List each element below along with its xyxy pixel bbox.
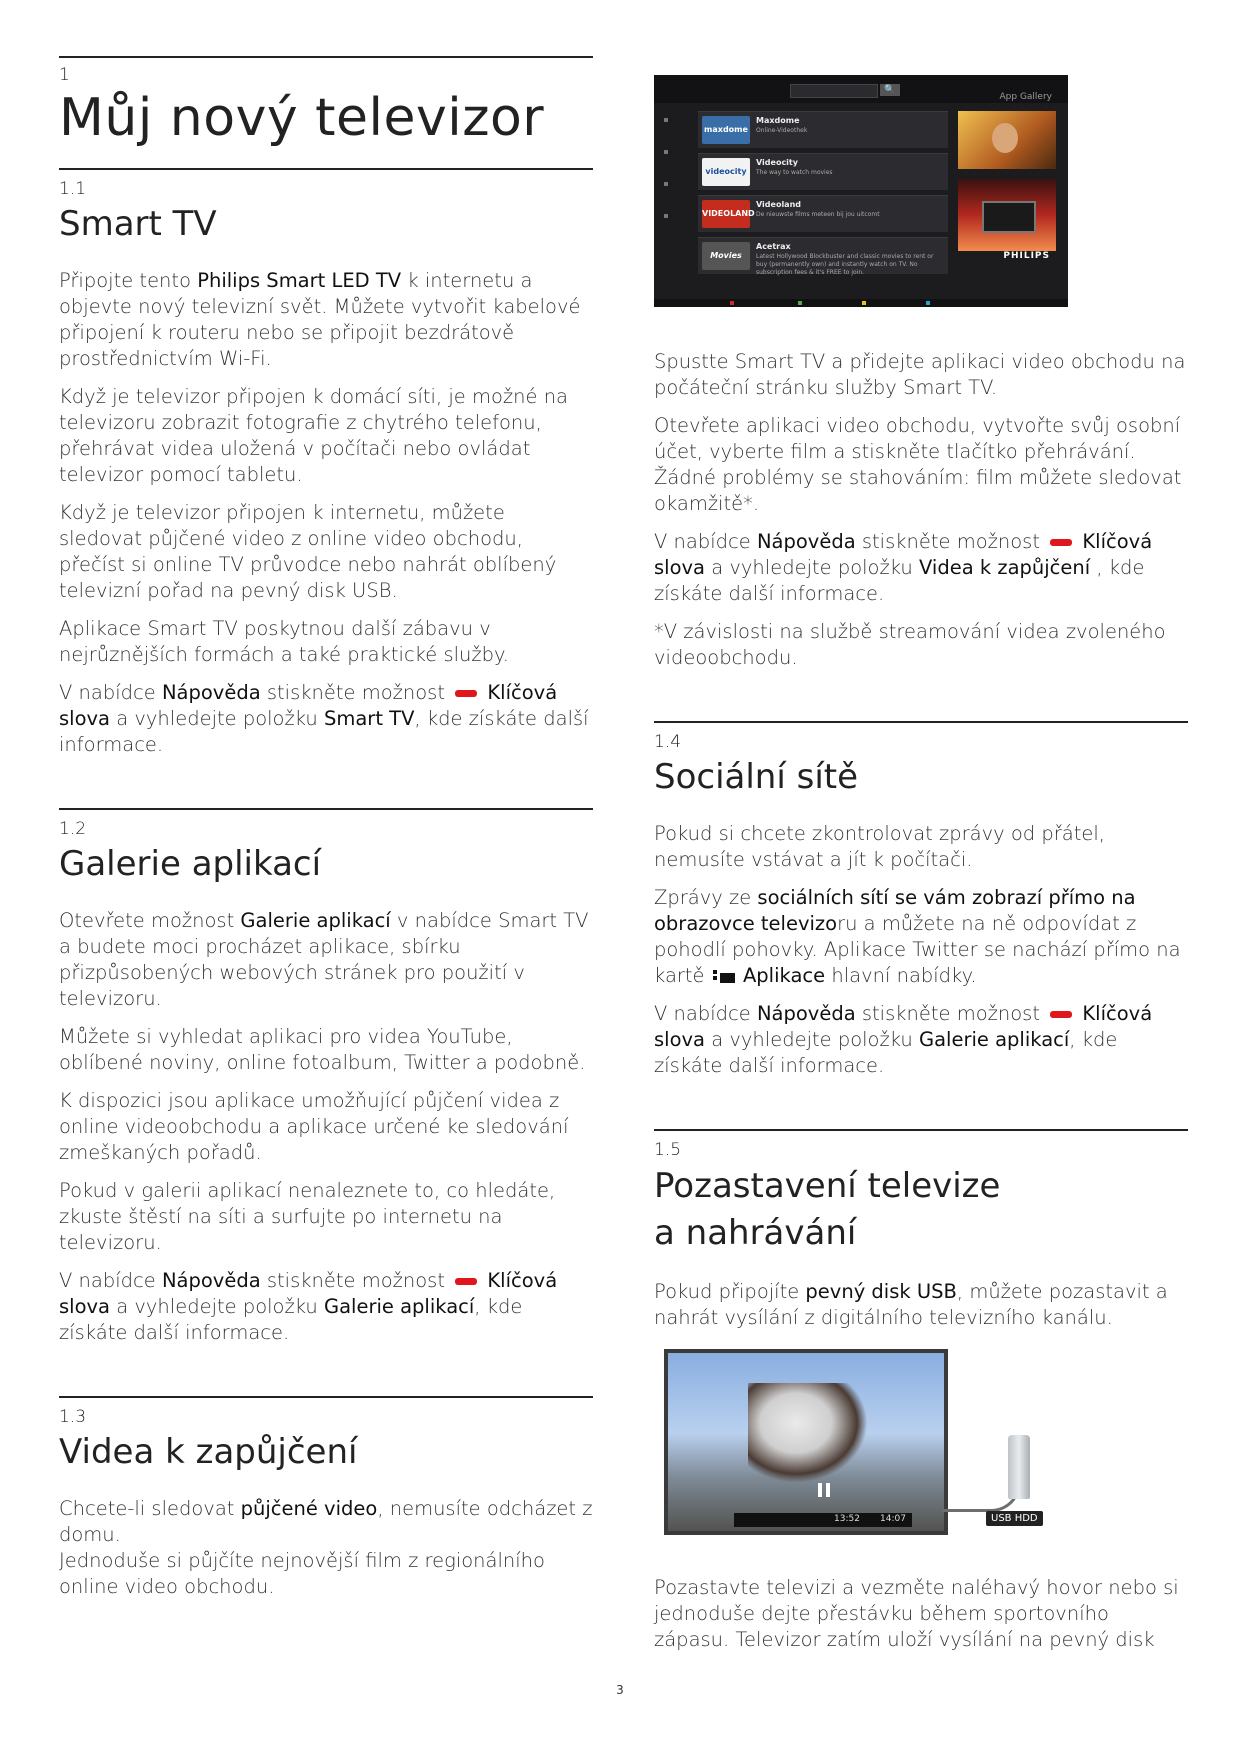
- pause-icon: [818, 1483, 830, 1497]
- featured-image-2: [958, 179, 1056, 251]
- rental-paragraph-2: Spustte Smart TV a přidejte aplikaci video obchodu na počáteční stránku služby Smart TV.: [654, 350, 1186, 399]
- gallery-paragraph-4: Pokud v galerii aplikací nenaleznete to, co hledáte, zkuste štěstí na síti a surfujte po internetu na televizoru.: [59, 1179, 556, 1254]
- search-icon: 🔍: [880, 84, 900, 96]
- rental-note: *V závislosti na službě streamování videa zvoleného videoobchodu.: [654, 620, 1166, 669]
- page-number: 3: [616, 1683, 624, 1697]
- app-row-acetrax: Movies Acetrax Latest Hollywood Blockbuster and classic movies to rent or buy (permanently own) and instantly watch on TV. No subscription fees & it's FREE to join.: [698, 237, 948, 274]
- pause-paragraph-2: Pozastavte televizi a vezměte naléhavý hovor nebo si jednoduše dejte přestávku během sportovního zápasu. Televizor zatím uloží vysílání na pevný disk: [654, 1576, 1179, 1651]
- smart-tv-paragraph-2: Když je televizor připojen k domácí síti, je možné na televizoru zobrazit fotografie z chytrého telefonu, přehrávat videa uložená v počítači nebo ovládat televizor pomocí tabletu.: [59, 385, 568, 486]
- gallery-paragraph-3: K dispozici jsou aplikace umožňující půjčení videa z online videoobchodu a aplikace určené ke sledování zmeškaných pořadů.: [59, 1089, 569, 1164]
- app-row-videocity: videocity Videocity The way to watch movies: [698, 153, 948, 190]
- color-keys-bar: [654, 299, 1068, 307]
- timeline-bar: [734, 1513, 912, 1527]
- red-key-icon: [1050, 539, 1072, 546]
- section-title-rental-videos: Videa k zapůjčení: [59, 1432, 358, 1472]
- left-column: [59, 56, 593, 1612]
- rental-paragraph-1: Chcete-li sledovat půjčené video, nemusíte odcházet z domu. Jednoduše si půjčíte nejnovější film z regionálního online video obchodu.: [59, 1497, 593, 1598]
- current-time: 13:52: [834, 1514, 860, 1524]
- pause-paragraph-1: Pokud připojíte pevný disk USB, můžete pozastavit a nahrát vysílání z digitálního televizního kanálu.: [654, 1280, 1168, 1329]
- app-row-videoland: VIDEOLAND Videoland De nieuwste films meteen bij jou uitcomt: [698, 195, 948, 232]
- featured-image-1: [958, 111, 1056, 169]
- smart-tv-screenshot: [654, 75, 1068, 307]
- smart-tv-paragraph-3: Když je televizor připojen k internetu, můžete sledovat půjčené video z online video obchodu, přečíst si online TV průvodce nebo nahrát oblíbený televizní pořad na pevný disk USB.: [59, 501, 557, 602]
- social-paragraph-1: Pokud si chcete zkontrolovat zprávy od přátel, nemusíte vstávat a jít k počítači.: [654, 822, 1105, 871]
- app-row-maxdome: maxdome Maxdome Online-Videothek: [698, 111, 948, 148]
- usb-hdd-icon: [1008, 1435, 1030, 1499]
- section-rule: [59, 1396, 593, 1398]
- smart-tv-help: V nabídce Nápověda stiskněte možnost Klíčová slova a vyhledejte položku Smart TV, kde získáte další informace.: [59, 681, 589, 756]
- gallery-paragraph-1: Otevřete možnost Galerie aplikací v nabídce Smart TV a budete moci procházet aplikace, sbírku přizpůsobených webových stránek pro použití v televizoru.: [59, 909, 589, 1010]
- section-number-1-2: 1.2: [59, 819, 87, 839]
- apps-icon: [713, 970, 735, 984]
- usb-hdd-label: USB HDD: [986, 1511, 1043, 1526]
- social-paragraph-2: Zprávy ze sociálních sítí se vám zobrazí přímo na obrazovce televizoru a můžete na ně odpovídat z pohodlí pohovky. Aplikace Twitter se nachází přímo na kartě Aplikace hlavní nabídky.: [654, 886, 1181, 987]
- smart-tv-paragraph-4: Aplikace Smart TV poskytnou další zábavu v nejrůznějších formách a také praktické služby.: [59, 617, 509, 666]
- section-title-pause-tv: Pozastavení televize a nahrávání: [654, 1166, 1001, 1253]
- rental-help: V nabídce Nápověda stiskněte možnost Klíčová slova a vyhledejte položku Videa k zapůjčení , kde získáte další informace.: [654, 530, 1153, 605]
- right-column: [654, 75, 1188, 1665]
- red-key-icon: [1050, 1011, 1072, 1018]
- app-gallery-label: App Gallery: [999, 92, 1052, 102]
- section-rule: [654, 1129, 1188, 1131]
- section-number-1-4: 1.4: [654, 732, 682, 752]
- section-title-app-gallery: Galerie aplikací: [59, 844, 322, 884]
- live-time: 14:07: [880, 1514, 906, 1524]
- section-number-1-5: 1.5: [654, 1140, 682, 1160]
- chapter-title: Můj nový televizor: [59, 88, 545, 148]
- section-rule: [59, 168, 593, 170]
- search-field: [790, 84, 878, 98]
- red-key-icon: [455, 1278, 477, 1285]
- red-key-icon: [455, 690, 477, 697]
- rental-paragraph-3: Otevřete aplikaci video obchodu, vytvořte svůj osobní účet, vyberte film a stiskněte tlačítko přehrávání. Žádné problémy se stahováním: film můžete sledovat okamžitě*.: [654, 414, 1182, 515]
- chapter-number: 1: [59, 65, 70, 85]
- gallery-paragraph-2: Můžete si vyhledat aplikaci pro videa YouTube, oblíbené noviny, online fotoalbum, Twitter a podobně.: [59, 1025, 586, 1074]
- player-image: [748, 1383, 868, 1483]
- gallery-help: V nabídce Nápověda stiskněte možnost Klíčová slova a vyhledejte položku Galerie aplikací, kde získáte další informace.: [59, 1269, 558, 1344]
- sidebar-dots: [664, 105, 676, 246]
- section-title-smart-tv: Smart TV: [59, 204, 217, 244]
- philips-logo: PHILIPS: [1003, 251, 1050, 261]
- section-rule: [654, 721, 1188, 723]
- tv-screen: [664, 1349, 948, 1535]
- smart-tv-paragraph-1: Připojte tento Philips Smart LED TV k internetu a objevte nový televizní svět. Můžete vytvořit kabelové připojení k routeru nebo se připojit bezdrátově prostřednictvím Wi-Fi.: [59, 269, 581, 370]
- social-help: V nabídce Nápověda stiskněte možnost Klíčová slova a vyhledejte položku Galerie aplikací, kde získáte další informace.: [654, 1002, 1153, 1077]
- section-title-social-networks: Sociální sítě: [654, 757, 859, 797]
- section-number-1-1: 1.1: [59, 179, 87, 199]
- pause-tv-illustration: [660, 1349, 1080, 1543]
- chapter-rule: [59, 56, 593, 58]
- section-number-1-3: 1.3: [59, 1407, 87, 1427]
- section-rule: [59, 808, 593, 810]
